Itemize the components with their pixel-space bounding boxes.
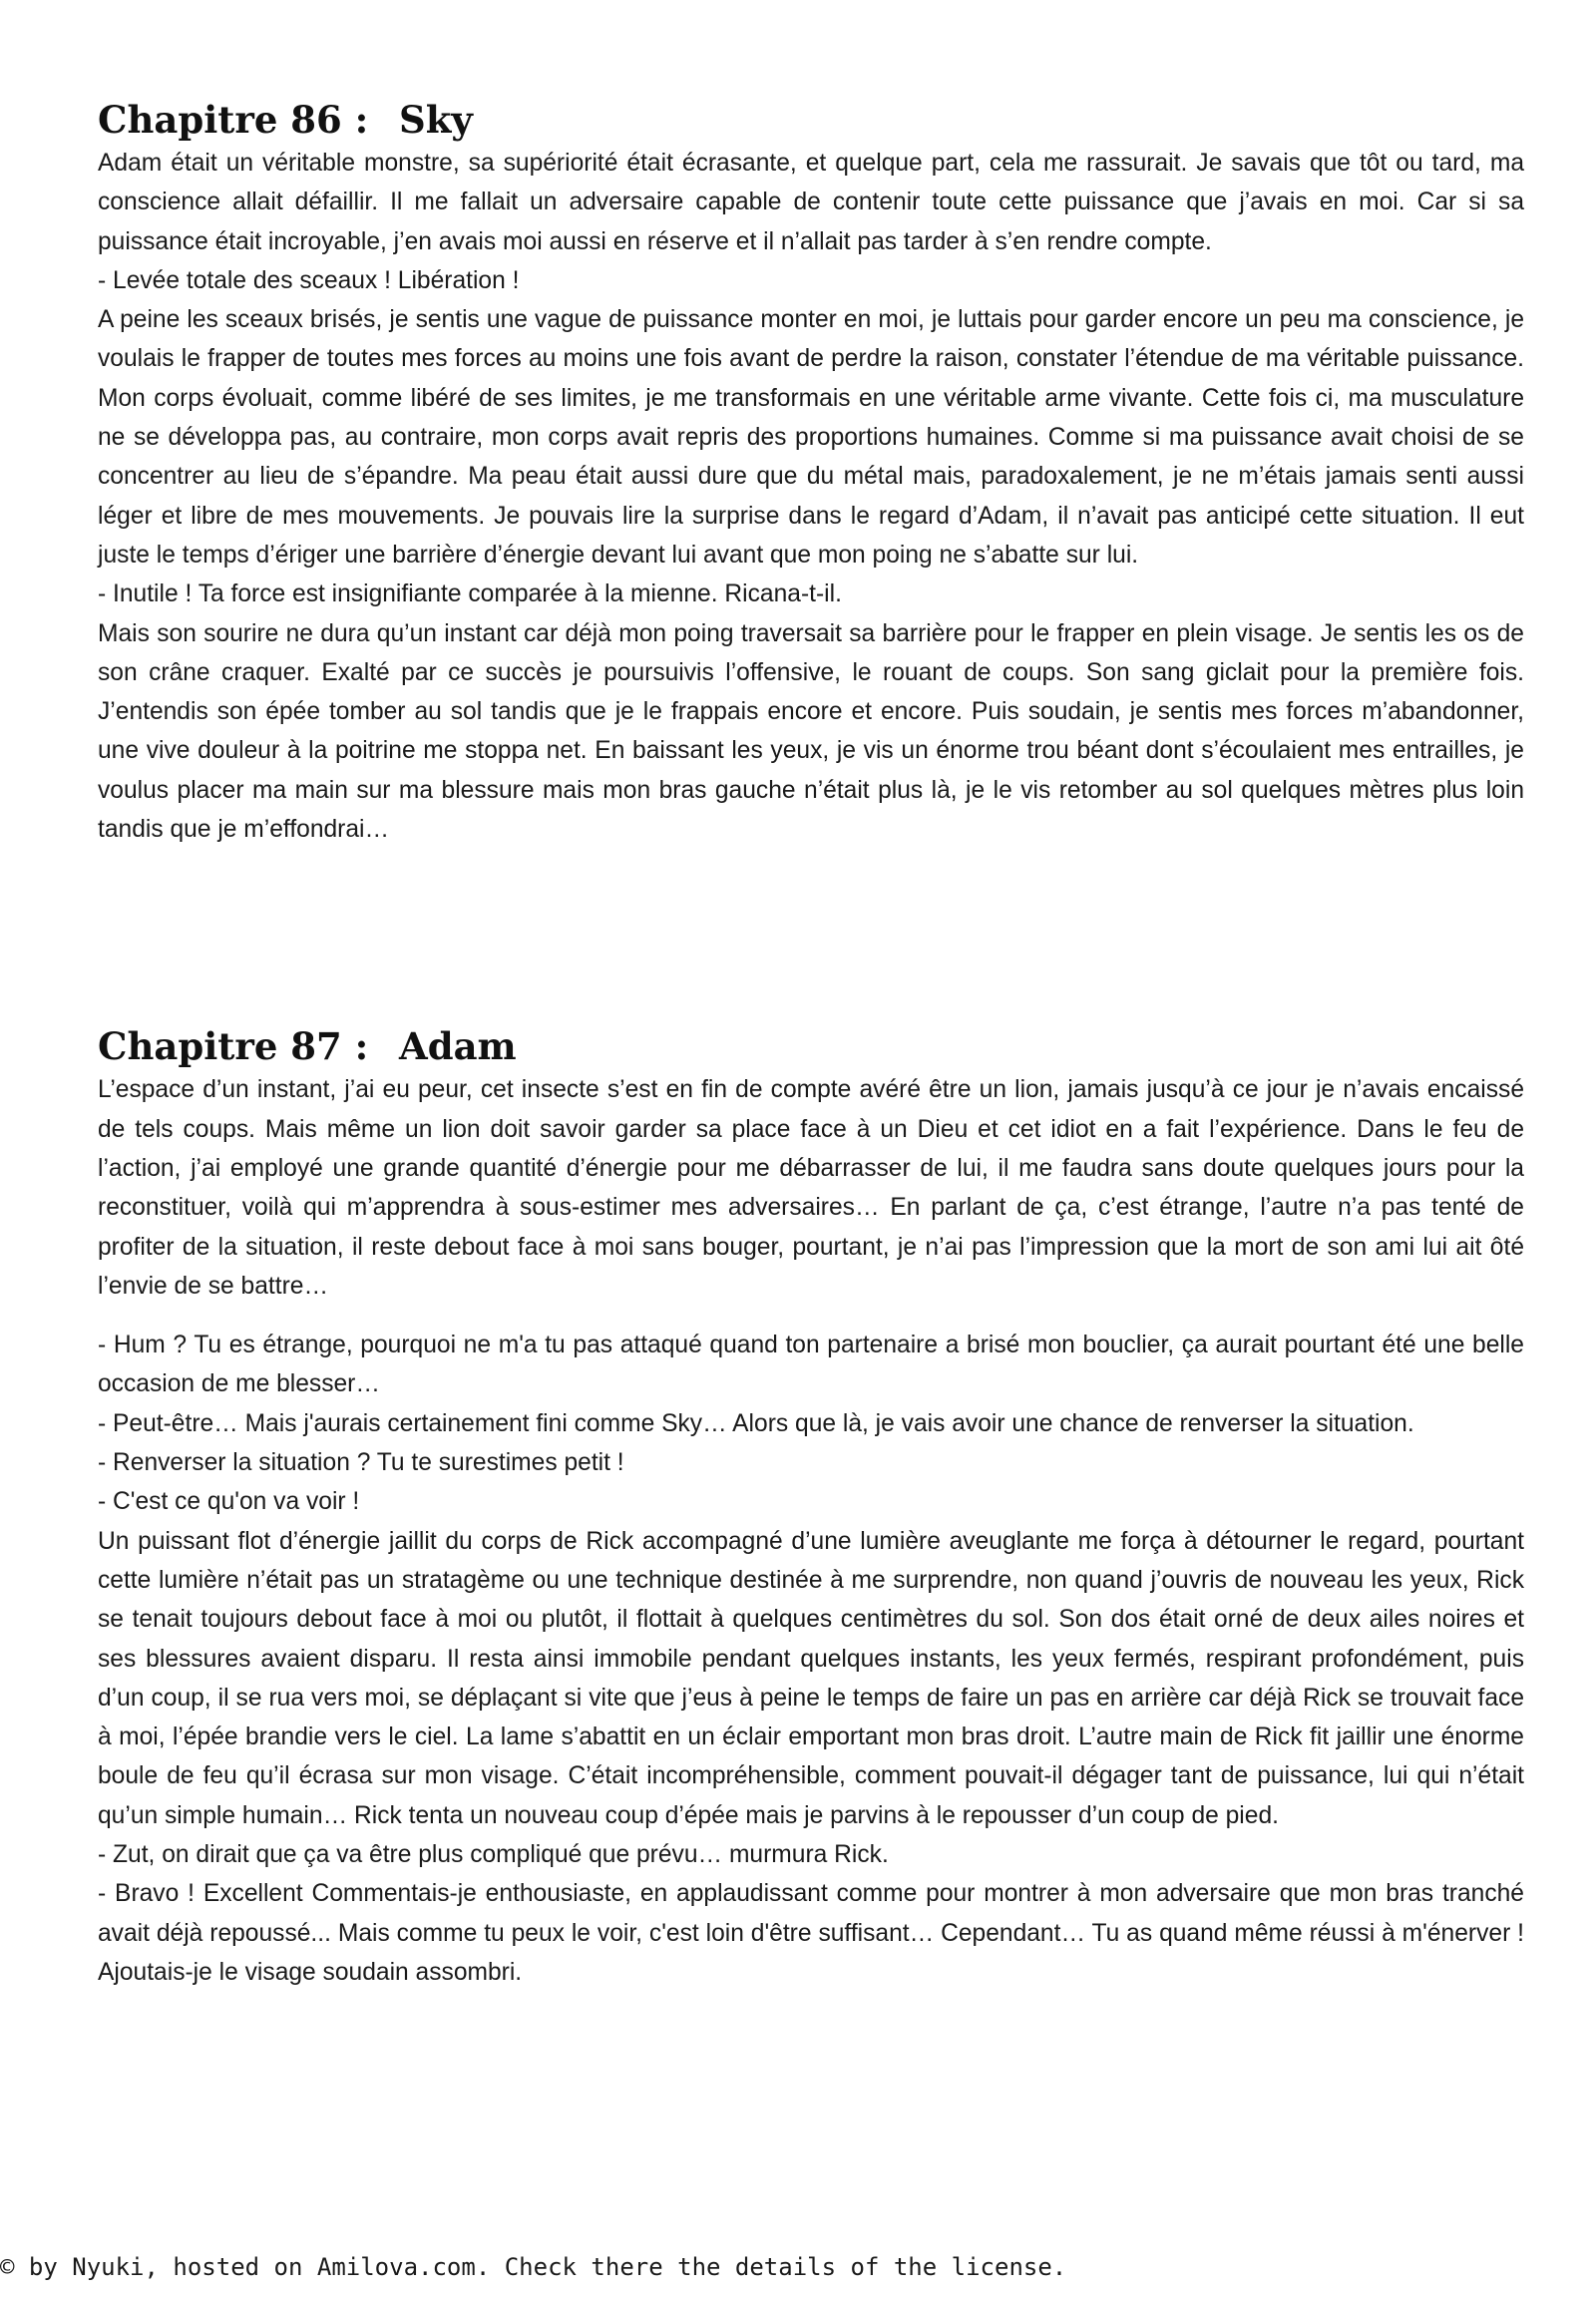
chapter-title: [98, 96, 1524, 144]
chapter-86: [98, 96, 1524, 849]
chapter-name: Sky: [399, 98, 473, 142]
dialogue-line: - Hum ? Tu es étrange, pourquoi ne m'a tu pas attaqué quand ton partenaire a brisé mon bouclier, ça aurait pourtant été une belle occasion de me blesser…: [98, 1332, 1524, 1398]
paragraph: L’espace d’un instant, j’ai eu peur, cet insecte s’est en fin de compte avéré être un lion, jamais jusqu’à ce jour je n’avais encaissé de tels coups. Mais même un lion doit savoir garder sa place face à un Dieu et cet idiot en a fait l’expérience. Dans le feu de l’action, j’ai employé une grande quantité d’énergie pour me débarrasser de lui, il me faudra sans doute quelques jours pour la reconstituer, voilà qui m’apprendra à sous-estimer mes adversaires… En parlant de ça, c’est étrange, l’autre n’a pas tenté de profiter de la situation, il reste debout face à moi sans bouger, pourtant, je n’ai pas l’impression que la mort de son ami lui ait ôté l’envie de se battre…: [98, 1076, 1524, 1300]
paragraph: Un puissant flot d’énergie jaillit du corps de Rick accompagné d’une lumière aveuglante me força à détourner le regard, pourtant cette lumière n’était pas un stratagème ou une technique destinée à me surprendre, non quand j’ouvris de nouveau les yeux, Rick se tenait toujours debout face à moi ou plutôt, il flottait à quelques centimètres du sol. Son dos était orné de deux ailes noires et ses blessures avaient disparu. Il resta ainsi immobile pendant quelques instants, les yeux fermés, respirant profondément, puis d’un coup, il se rua vers moi, se déplaçant si vite que j’eus à peine le temps de faire un pas en arrière car déjà Rick se trouvait face à moi, l’épée brandie vers le ciel. La lame s’abattit en un éclair emportant mon bras droit. L’autre main de Rick fit jaillir une énorme boule de feu qu’il écrasa sur mon visage. C’était incompréhensible, comment pouvait-il dégager tant de puissance, lui qui n’était qu’un simple humain… Rick tenta un nouveau coup d’épée mais je parvins à le repousser d’un coup de pied.: [98, 1527, 1524, 1829]
dialogue-line: - Zut, on dirait que ça va être plus compliqué que prévu… murmura Rick.: [98, 1840, 889, 1868]
chapter-87: [98, 1022, 1524, 1992]
paragraph: Mais son sourire ne dura qu’un instant car déjà mon poing traversait sa barrière pour le frapper en plein visage. Je sentis les os de son crâne craquer. Exalté par ce succès je poursuivis l’offensive, le rouant de coups. Son sang giclait pour la première fois. J’entendis son épée tomber au sol tandis que je le frappais encore et encore. Puis soudain, je sentis mes forces m’abandonner, une vive douleur à la poitrine me stoppa net. En baissant les yeux, je vis un énorme trou béant dont s’écoulaient mes entrailles, je voulus placer ma main sur ma blessure mais mon bras gauche n’était plus là, je le vis retomber au sol quelques mètres plus loin tandis que je m’effondrai…: [98, 619, 1524, 844]
dialogue-line: - C'est ce qu'on va voir !: [98, 1488, 360, 1516]
dialogue-line: - Peut-être… Mais j'aurais certainement fini comme Sky… Alors que là, je vais avoir une chance de renverser la situation.: [98, 1409, 1414, 1437]
chapter-number: Chapitre 86 :: [98, 98, 369, 142]
chapter-title: [98, 1022, 1524, 1070]
chapter-name: Adam: [399, 1024, 517, 1069]
dialogue-line: - Inutile ! Ta force est insignifiante comparée à la mienne. Ricana-t-il.: [98, 580, 842, 608]
dialogue-line: - Levée totale des sceaux ! Libération !: [98, 266, 520, 294]
paragraph: Adam était un véritable monstre, sa supériorité était écrasante, et quelque part, cela me rassurait. Je savais que tôt ou tard, ma conscience allait défaillir. Il me fallait un adversaire capable de contenir toute cette puissance que j’avais en moi. Car si sa puissance était incroyable, j’en avais moi aussi en réserve et il n’allait pas tarder à s’en rendre compte.: [98, 150, 1524, 255]
dialogue-line: - Renverser la situation ? Tu te surestimes petit !: [98, 1449, 624, 1477]
chapter-number: Chapitre 87 :: [98, 1024, 369, 1069]
dialogue-line: - Bravo ! Excellent Commentais-je enthousiaste, en applaudissant comme pour montrer à mon adversaire que mon bras tranché avait déjà repoussé... Mais comme tu peux le voir, c'est loin d'être suffisant… Cependant… Tu as quand même réussi à m'énerver ! Ajoutais-je le visage soudain assombri.: [98, 1880, 1524, 1986]
document-page: [98, 96, 1524, 1992]
paragraph: A peine les sceaux brisés, je sentis une vague de puissance monter en moi, je luttais pour garder encore un peu ma conscience, je voulais le frapper de toutes mes forces au moins une fois avant de perdre la raison, constater l’étendue de ma véritable puissance. Mon corps évoluait, comme libéré de ses limites, je me transformais en une véritable arme vivante. Cette fois ci, ma musculature ne se développa pas, au contraire, mon corps avait repris des proportions humaines. Comme si ma puissance avait choisi de se concentrer au lieu de s’épandre. Ma peau était aussi dure que du métal mais, paradoxalement, je ne m’étais jamais senti aussi léger et libre de mes mouvements. Je pouvais lire la surprise dans le regard d’Adam, il n’avait pas anticipé cette situation. Il eut juste le temps d’ériger une barrière d’énergie devant lui avant que mon poing ne s’abatte sur lui.: [98, 306, 1524, 569]
license-footer: © by Nyuki, hosted on Amilova.com. Check there the details of the license.: [0, 2253, 1067, 2281]
